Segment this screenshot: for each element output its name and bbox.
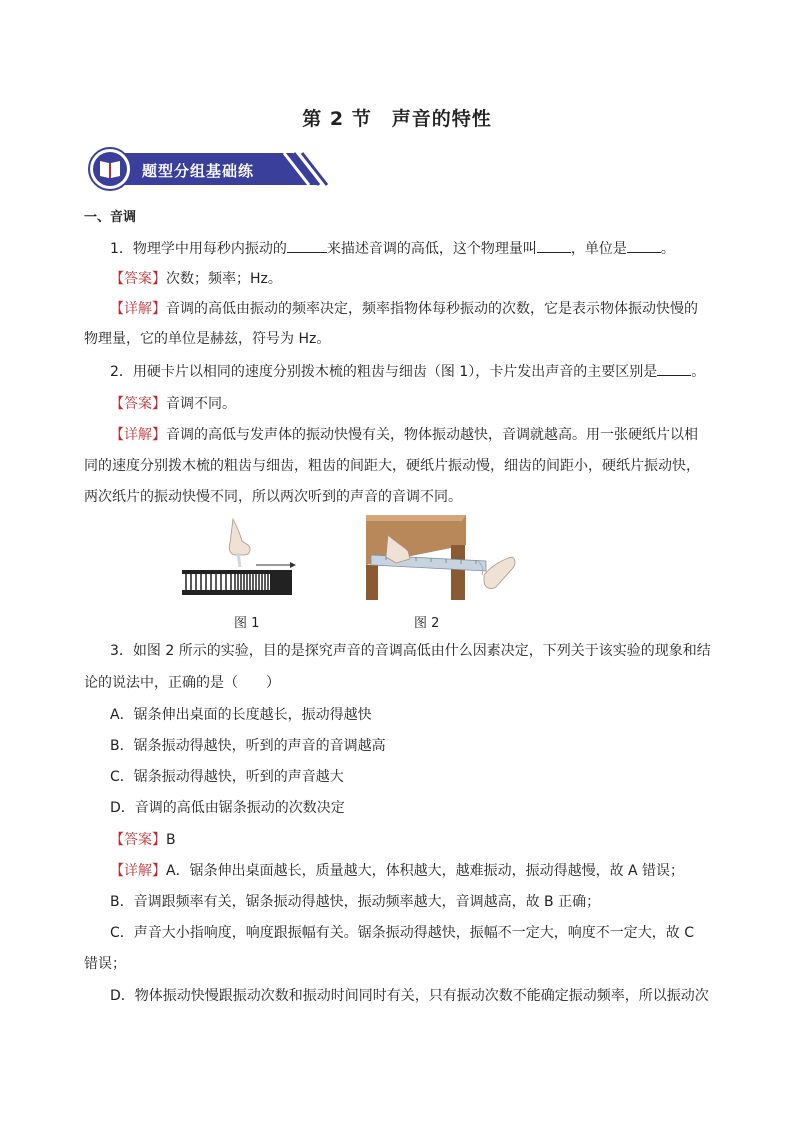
question-1: 1．物理学中用每秒内振动的 来描述音调的高低，这个物理量叫 ，单位是 。 (110, 238, 675, 260)
question-1-detail-cont: 物理量，它的单位是赫兹，符号为 Hz。 (84, 331, 331, 347)
question-3-detail-b: B．音调跟频率有关，锯条振动得越快，振动频率越大，音调越高，故 B 正确； (110, 894, 601, 910)
page-title: 第 2 节 声音的特性 (302, 108, 492, 130)
question-2-answer: 【答案】音调不同。 (110, 396, 236, 412)
question-3-cont: 论的说法中，正确的是（ ） (84, 675, 280, 691)
answer-blank (537, 238, 571, 253)
question-1-answer: 【答案】次数；频率；Hz。 (110, 271, 282, 287)
question-1-detail: 【详解】音调的高低由振动的频率决定，频率指物体每秒振动的次数，它是表示物体振动快慢的 (110, 301, 698, 317)
question-3-detail-c-cont: 错误； (84, 956, 126, 972)
question-3-detail-c: C．声音大小指响度，响度跟振幅有关。锯条振动得越快，振幅不一定大，响度不一定大，故 C (110, 925, 694, 941)
question-2: 2．用硬卡片以相同的速度分别拨木梳的粗齿与细齿（图 1），卡片发出声音的主要区别是 。 (110, 361, 705, 383)
option-b: B．锯条振动得越快，听到的声音的音调越高 (110, 738, 386, 754)
answer-blank (657, 361, 691, 376)
question-2-detail-cont: 同的速度分别拨木梳的粗齿与细齿，粗齿的间距大，硬纸片振动慢，细齿的间距小，硬纸片振动快， (84, 458, 700, 474)
question-3-detail-d: D．物体振动快慢跟振动次数和振动时间同时有关，只有振动次数不能确定振动频率，所以振动次 (110, 988, 709, 1004)
book-icon (100, 161, 120, 178)
option-d: D．音调的高低由锯条振动的次数决定 (110, 800, 345, 816)
answer-blank (287, 238, 327, 253)
section-heading: 一、音调 (84, 210, 137, 225)
figure-1-comb (178, 515, 298, 600)
question-3-answer: 【答案】B (110, 832, 176, 848)
question-2-detail: 【详解】音调的高低与发声体的振动快慢有关，物体振动越快，音调就越高。用一张硬纸片以相 (110, 427, 698, 443)
option-c: C．锯条振动得越快，听到的声音越大 (110, 769, 344, 785)
figure-2-ruler-table (366, 515, 526, 600)
question-3: 3．如图 2 所示的实验，目的是探究声音的音调高低由什么因素决定，下列关于该实验的现象和结 (110, 643, 711, 659)
figure-1-caption: 图 1 (234, 616, 260, 631)
question-2-detail-cont: 两次纸片的振动快慢不同，所以两次听到的声音的音调不同。 (84, 489, 462, 505)
answer-blank (627, 238, 661, 253)
option-a: A．锯条伸出桌面的长度越长，振动得越快 (110, 707, 372, 723)
question-3-detail: 【详解】A．锯条伸出桌面越长，质量越大，体积越大，越难振动，振动得越慢，故 A 错误； (110, 863, 685, 879)
banner-label: 题型分组基础练 (142, 162, 255, 180)
figure-2-caption: 图 2 (414, 616, 440, 631)
